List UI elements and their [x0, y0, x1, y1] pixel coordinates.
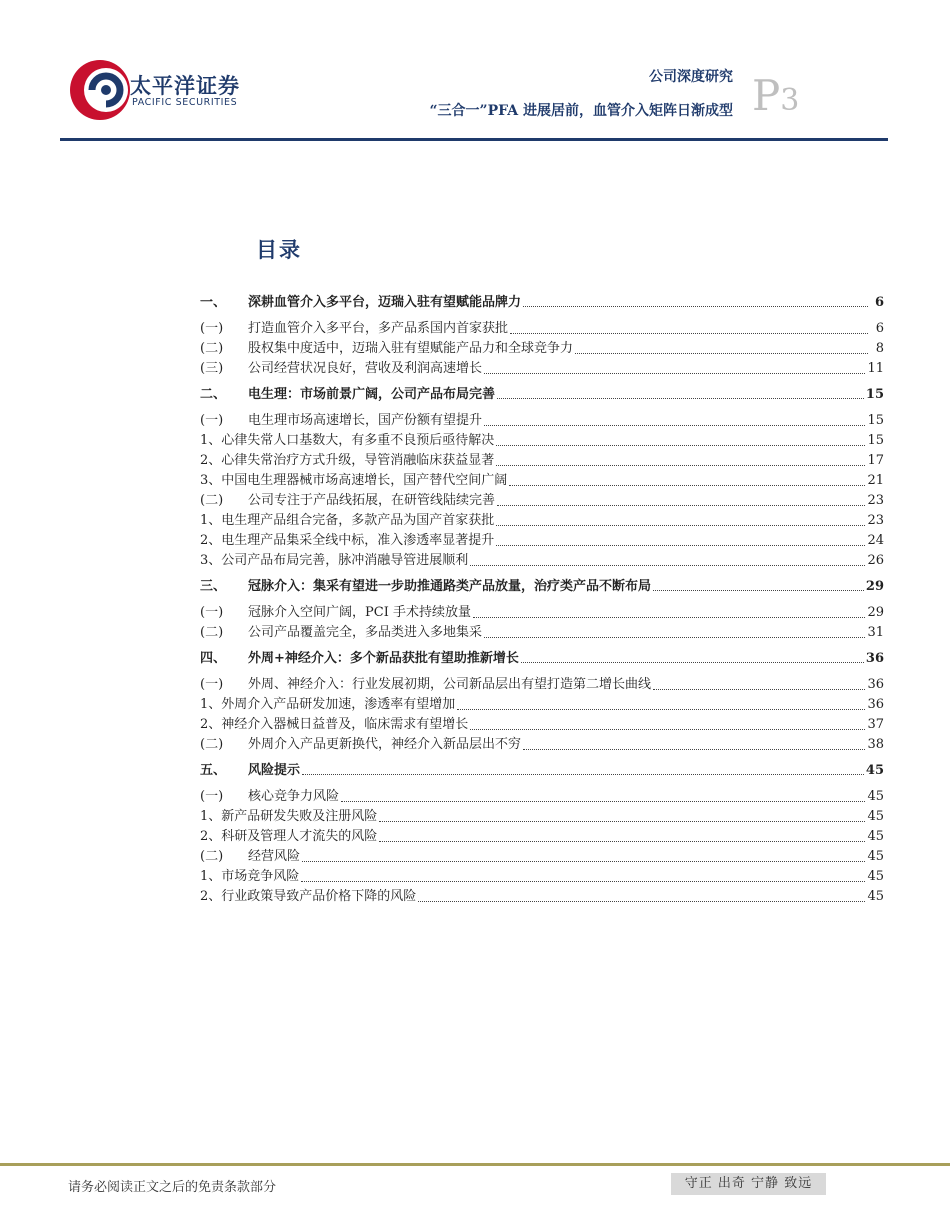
toc-entry-title: 电生理：市场前景广阔，公司产品布局完善	[248, 387, 496, 402]
toc-entry-page: 45	[867, 789, 884, 804]
toc-entry-page: 31	[867, 625, 884, 640]
toc-entry[interactable]	[200, 511, 884, 531]
toc-leader-dots	[496, 451, 865, 466]
toc-entry-number: (一)	[200, 413, 224, 428]
toc-entry-title: 中国电生理器械市场高速增长，国产替代空间广阔	[221, 473, 508, 488]
toc-leader-dots	[523, 735, 865, 750]
toc-leader-dots	[473, 603, 865, 618]
toc-entry-title: 外周、神经介入：行业发展初期，公司新品层出有望打造第二增长曲线	[248, 677, 652, 692]
toc-entry-page: 6	[874, 295, 884, 310]
toc-leader-dots	[653, 576, 864, 591]
toc-entry-page: 26	[867, 553, 884, 568]
toc-entry-number: 2、	[200, 533, 222, 548]
toc-entry-number: 1、	[200, 433, 222, 448]
page-number-prefix: P	[752, 71, 781, 120]
toc-entry[interactable]	[200, 339, 884, 359]
toc-entry[interactable]	[200, 887, 884, 907]
toc-entry-number: 1、	[200, 697, 222, 712]
toc-entry-number: (二)	[200, 737, 224, 752]
toc-entry-page: 29	[867, 605, 884, 620]
toc-entry-title: 公司产品布局完善，脉冲消融导管进展顺利	[221, 553, 469, 568]
toc-entry[interactable]	[200, 451, 884, 471]
toc-entry-number: 2、	[200, 889, 222, 904]
toc-entry[interactable]	[200, 491, 884, 511]
toc-leader-dots	[484, 623, 865, 638]
toc-leader-dots	[496, 431, 865, 446]
toc-entry-title: 电生理市场高速增长，国产份额有望提升	[248, 413, 483, 428]
toc-entry[interactable]	[200, 735, 884, 755]
logo-chinese-name: 太平洋证券	[130, 74, 240, 98]
toc-leader-dots	[341, 787, 865, 802]
toc-leader-dots	[470, 551, 865, 566]
toc-heading: 目录	[256, 238, 302, 262]
toc-entry-page: 37	[867, 717, 884, 732]
toc-entry-page: 8	[875, 341, 884, 356]
toc-entry-page: 11	[867, 361, 884, 376]
toc-entry[interactable]	[200, 384, 884, 406]
toc-entry[interactable]	[200, 551, 884, 571]
toc-entry-number: (三)	[200, 361, 224, 376]
toc-entry-page: 23	[867, 493, 884, 508]
toc-entry-number: 2、	[200, 453, 222, 468]
toc-entry-number: 2、	[200, 717, 222, 732]
toc-entry-number: 3、	[200, 473, 222, 488]
toc-entry[interactable]	[200, 807, 884, 827]
toc-leader-dots	[302, 760, 864, 775]
footer-divider	[0, 1163, 950, 1166]
toc-entry[interactable]	[200, 623, 884, 643]
page-number	[752, 71, 800, 120]
toc-entry-title: 心律失常人口基数大，有多重不良预后亟待解决	[221, 433, 495, 448]
toc-entry-number: (二)	[200, 849, 224, 864]
toc-leader-dots	[379, 827, 865, 842]
toc-entry[interactable]	[200, 603, 884, 623]
toc-leader-dots	[496, 511, 865, 526]
toc-entry-number: 3、	[200, 553, 222, 568]
toc-entry-number: (二)	[200, 341, 224, 356]
page-number-value: 3	[780, 83, 800, 118]
toc-leader-dots	[484, 411, 865, 426]
toc-entry-number: 一、	[200, 295, 227, 310]
toc-leader-dots	[653, 675, 865, 690]
toc-entry[interactable]	[200, 787, 884, 807]
toc-entry-title: 股权集中度适中，迈瑞入驻有望赋能产品力和全球竞争力	[248, 341, 574, 356]
header-divider	[60, 138, 888, 141]
toc-entry-number: 1、	[200, 869, 222, 884]
toc-entry-title: 电生理产品组合完备，多款产品为国产首家获批	[221, 513, 495, 528]
toc-entry-page: 45	[865, 763, 884, 778]
toc-entry[interactable]	[200, 867, 884, 887]
toc-entry-page: 15	[865, 387, 884, 402]
toc-leader-dots	[301, 867, 865, 882]
toc-entry-page: 21	[867, 473, 884, 488]
toc-leader-dots	[510, 319, 868, 334]
toc-entry-title: 电生理产品集采全线中标，准入渗透率显著提升	[221, 533, 495, 548]
disclaimer-note: 请务必阅读正文之后的免责条款部分	[68, 1180, 277, 1195]
toc-leader-dots	[521, 648, 864, 663]
toc-entry-title: 经营风险	[248, 849, 301, 864]
report-title: “三合一”PFA 进展居前，血管介入矩阵日渐成型	[429, 103, 733, 119]
toc-entry-page: 36	[867, 677, 884, 692]
company-logo	[62, 50, 252, 130]
toc-entry[interactable]	[200, 576, 884, 598]
toc-leader-dots	[509, 471, 865, 486]
toc-entry-title: 外周介入产品更新换代，神经介入新品层出不穷	[248, 737, 522, 752]
toc-entry-number: (一)	[200, 677, 224, 692]
toc-entry[interactable]	[200, 411, 884, 431]
toc-entry-page: 17	[867, 453, 884, 468]
toc-entry-title: 公司经营状况良好，营收及利润高速增长	[248, 361, 483, 376]
toc-entry[interactable]	[200, 827, 884, 847]
toc-entry-number: 二、	[200, 387, 227, 402]
table-of-contents	[200, 292, 884, 907]
toc-leader-dots	[418, 887, 865, 902]
toc-entry-title: 新产品研发失败及注册风险	[221, 809, 378, 824]
toc-entry-number: (一)	[200, 605, 224, 620]
toc-entry-page: 45	[867, 889, 884, 904]
toc-leader-dots	[457, 695, 865, 710]
toc-entry[interactable]	[200, 847, 884, 867]
toc-leader-dots	[484, 359, 865, 374]
toc-entry-page: 45	[867, 869, 884, 884]
company-motto: 守正 出奇 宁静 致远	[671, 1173, 826, 1195]
toc-leader-dots	[497, 384, 864, 399]
toc-entry[interactable]	[200, 292, 884, 314]
toc-entry-page: 45	[867, 849, 884, 864]
logo-english-name: PACIFIC SECURITIES	[132, 97, 238, 108]
toc-entry[interactable]	[200, 648, 884, 670]
toc-entry-title: 公司专注于产品线拓展，在研管线陆续完善	[248, 493, 496, 508]
toc-entry-page: 38	[867, 737, 884, 752]
toc-entry[interactable]	[200, 319, 884, 339]
toc-entry[interactable]	[200, 760, 884, 782]
toc-entry-number: 2、	[200, 829, 222, 844]
toc-entry-title: 外周+神经介入：多个新品获批有望助推新增长	[248, 651, 519, 666]
toc-entry-title: 神经介入器械日益普及，临床需求有望增长	[221, 717, 469, 732]
toc-entry-title: 冠脉介入：集采有望进一步助推通路类产品放量，治疗类产品不断布局	[248, 579, 652, 594]
toc-entry[interactable]	[200, 431, 884, 451]
toc-entry-page: 45	[867, 809, 884, 824]
toc-entry-number: 五、	[200, 763, 227, 778]
toc-entry-title: 深耕血管介入多平台，迈瑞入驻有望赋能品牌力	[248, 295, 522, 310]
toc-leader-dots	[302, 847, 865, 862]
toc-entry-number: (二)	[200, 625, 224, 640]
toc-entry-page: 29	[865, 579, 884, 594]
toc-entry-page: 24	[867, 533, 884, 548]
toc-entry-title: 市场竞争风险	[221, 869, 300, 884]
toc-entry-page: 23	[867, 513, 884, 528]
toc-leader-dots	[575, 339, 868, 354]
toc-entry-title: 公司产品覆盖完全，多品类进入多地集采	[248, 625, 483, 640]
toc-entry-title: 风险提示	[248, 763, 301, 778]
toc-entry-number: 1、	[200, 513, 222, 528]
toc-entry-title: 打造血管介入多平台，多产品系国内首家获批	[248, 321, 509, 336]
toc-entry-page: 36	[867, 697, 884, 712]
toc-entry-number: 四、	[200, 651, 227, 666]
pacific-securities-logo-icon	[62, 50, 138, 126]
toc-leader-dots	[496, 531, 865, 546]
toc-entry-page: 36	[865, 651, 884, 666]
toc-entry-title: 心律失常治疗方式升级，导管消融临床获益显著	[221, 453, 495, 468]
toc-entry[interactable]	[200, 471, 884, 491]
toc-entry-page: 45	[867, 829, 884, 844]
toc-entry-page: 6	[875, 321, 884, 336]
toc-entry-number: (二)	[200, 493, 224, 508]
toc-entry[interactable]	[200, 359, 884, 379]
toc-entry-title: 行业政策导致产品价格下降的风险	[221, 889, 417, 904]
toc-entry-page: 15	[867, 433, 884, 448]
toc-entry[interactable]	[200, 695, 884, 715]
report-type: 公司深度研究	[649, 69, 733, 85]
toc-entry-number: (一)	[200, 789, 224, 804]
toc-entry-title: 冠脉介入空间广阔，PCI 手术持续放量	[248, 605, 471, 620]
toc-entry-number: (一)	[200, 321, 224, 336]
toc-leader-dots	[497, 491, 865, 506]
toc-entry-title: 核心竞争力风险	[248, 789, 340, 804]
toc-entry-title: 科研及管理人才流失的风险	[221, 829, 378, 844]
toc-entry-number: 1、	[200, 809, 222, 824]
toc-entry[interactable]	[200, 715, 884, 735]
toc-entry[interactable]	[200, 531, 884, 551]
toc-leader-dots	[523, 292, 868, 307]
toc-entry-title: 外周介入产品研发加速，渗透率有望增加	[221, 697, 456, 712]
toc-entry-number: 三、	[200, 579, 227, 594]
toc-leader-dots	[379, 807, 865, 822]
toc-entry[interactable]	[200, 675, 884, 695]
toc-entry-page: 15	[867, 413, 884, 428]
toc-leader-dots	[470, 715, 865, 730]
